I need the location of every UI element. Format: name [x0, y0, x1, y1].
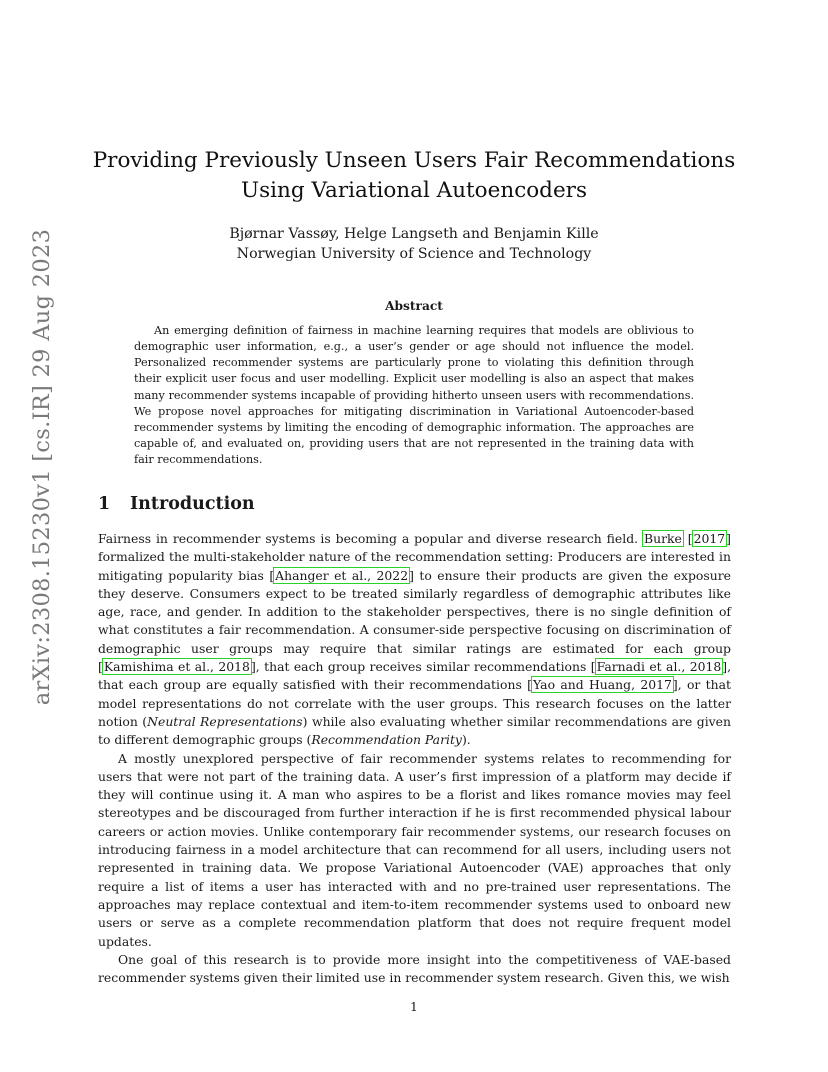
text-run: [: [682, 531, 693, 546]
citation-link[interactable]: 2017: [693, 531, 726, 546]
abstract-heading: Abstract: [385, 299, 443, 313]
page-number: 1: [410, 999, 418, 1014]
paragraph: One goal of this research is to provide more insight into the competitiveness of VAE-based recommender systems given their limited use in recommender system research. Given this, we wish: [98, 951, 731, 986]
emphasis: Recommendation Parity: [311, 732, 462, 748]
citation-link[interactable]: Kamishima et al., 2018: [103, 659, 250, 675]
citation-link[interactable]: Farnadi et al., 2018: [596, 659, 722, 675]
section-number: 1: [98, 494, 111, 514]
abstract-text: An emerging definition of fairness in machine learning requires that models are oblivious to demographic user information, e.g., a user’s gender or age should not influence the model. Personalized recommender systems are particularly prone to violating this definition through their explicit user focus and user modelling. Explicit user modelling is also an aspect that makes many recommender systems incapable of providing hitherto unseen users with recommendations. We propose novel approaches for mitigating discrimination in Variational Autoencoder-based recommender systems by limiting the encoding of demographic information. The approaches are capable of, and evaluated on, providing users that are not represented in the training data with fair recommendations.: [134, 324, 694, 467]
text-run: ) while also evaluating whether similar recommendations are given to different demographic groups (: [98, 713, 731, 748]
citation-link[interactable]: Burke: [644, 531, 682, 546]
body-text: [98, 530, 731, 987]
paragraph: [98, 530, 731, 750]
emphasis: Neutral Representations: [147, 713, 303, 729]
citation-link[interactable]: Yao and Huang, 2017: [532, 677, 672, 693]
arxiv-identifier: arXiv:2308.15230v1 [cs.IR] 29 Aug 2023: [29, 228, 55, 706]
author-block: [80, 224, 748, 264]
paper-title: Providing Previously Unseen Users Fair Recommendations Using Variational Autoencoders: [92, 148, 736, 203]
section-heading: [98, 494, 255, 514]
citation-link[interactable]: Ahanger et al., 2022: [275, 567, 409, 583]
text-run: ] to ensure their products are given the exposure they deserve. Consumers expect to be treated similarly regardless of demographic attributes like age, race, and gender. In addition to the stakeholder perspectives, there is no single definition of what constitutes a fair recommendation. A consumer-side perspective focusing on discrimination of demographic user groups may require that similar ratings are estimated for each group [: [98, 567, 731, 675]
text-run: ], that each group receives similar recommendations [: [250, 659, 596, 675]
text-run: ], or that model representations do not correlate with the user groups. This research focuses on the latter notion (: [98, 677, 732, 729]
author-names: Bjørnar Vassøy, Helge Langseth and Benjamin Kille: [229, 226, 599, 242]
text-run: ], that each group are equally satisfied with their recommendations [: [98, 659, 732, 693]
text-run: ] formalized the multi-stakeholder nature of the recommendation setting: Producers are interested in mitigating popularity bias [: [98, 531, 731, 583]
section-title: Introduction: [130, 494, 255, 514]
paragraph: A mostly unexplored perspective of fair recommender systems relates to recommending for users that were not part of the training data. A user’s first impression of a platform may decide if they will continue using it. A man who aspires to be a florist and likes romance movies may feel stereotypes and be discouraged from further interaction if he is first recommended physical labour careers or action movies. Unlike contemporary fair recommender systems, our research focuses on introducing fairness in a model architecture that can recommend for all users, including users not represented in training data. We propose Variational Autoencoder (VAE) approaches that only require a list of items a user has interacted with and no pre-trained user representations. The approaches may replace contextual and item-to-item recommender systems used to onboard new users or serve as a complete recommendation platform that does not require frequent model updates.: [98, 750, 731, 949]
text-run: ).: [461, 732, 471, 748]
author-affiliation: Norwegian University of Science and Technology: [236, 246, 592, 262]
text-run: Fairness in recommender systems is becoming a popular and diverse research field.: [98, 531, 643, 546]
